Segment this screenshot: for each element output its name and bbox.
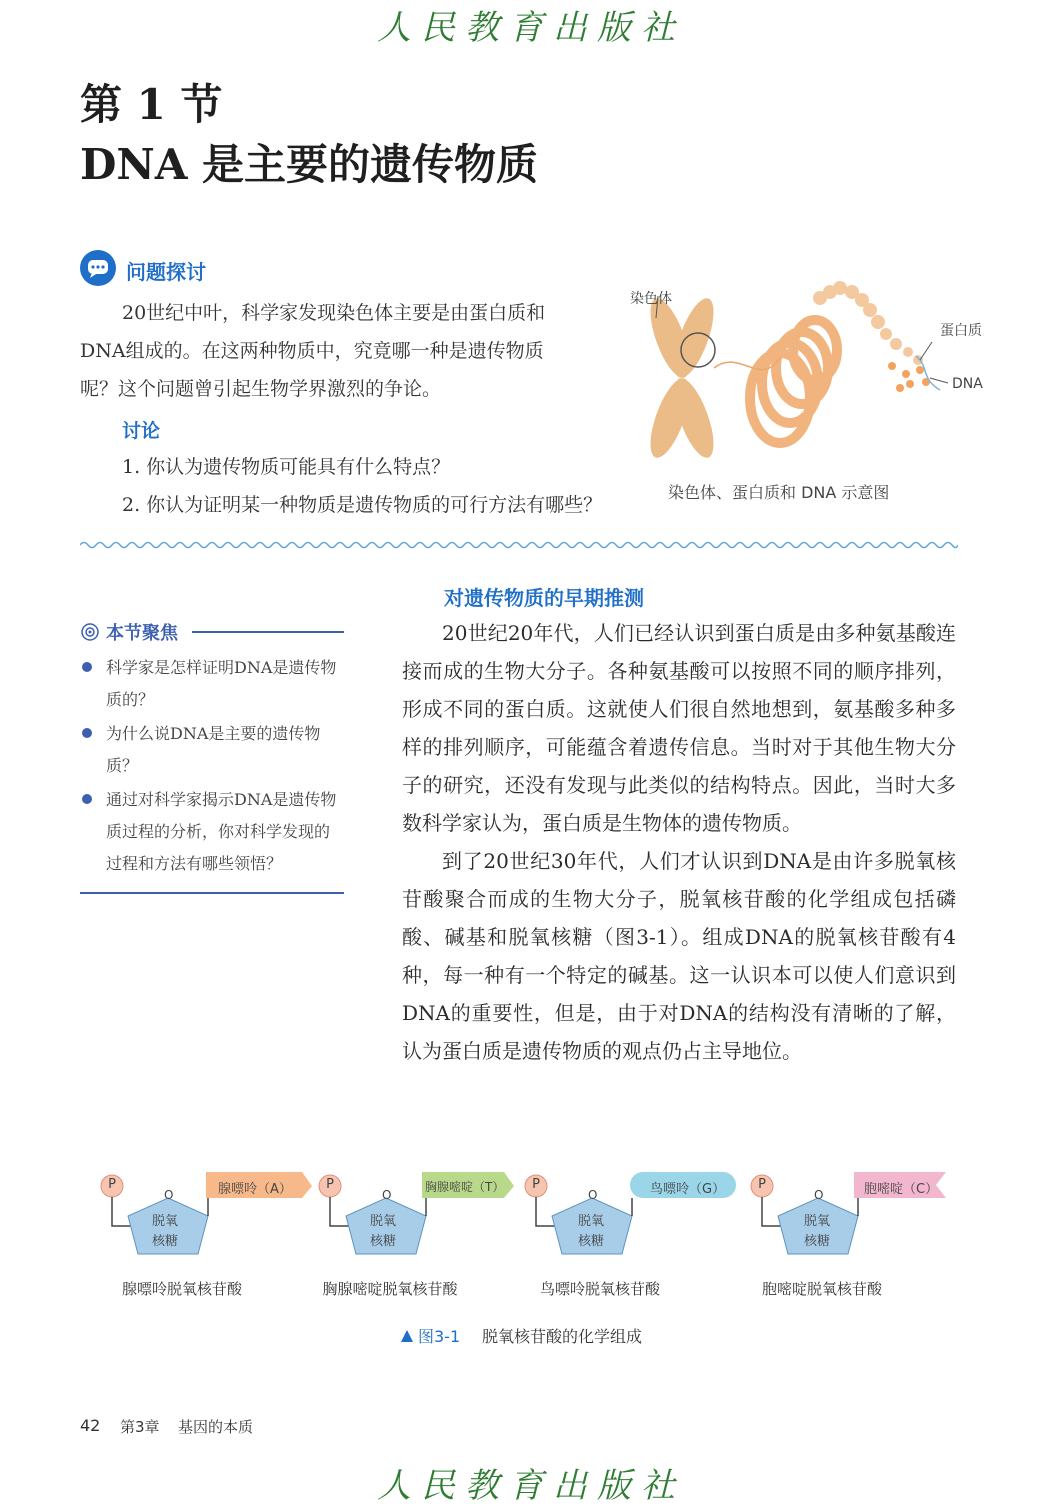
bullet-icon [82, 728, 92, 738]
chromosome-illustration [630, 278, 1000, 478]
discussion-subheading: 讨论 [122, 420, 161, 442]
nucleotide-name: 胞嘧啶脱氧核苷酸 [761, 1280, 882, 1298]
chapter-number: 第3章 [120, 1418, 160, 1436]
base-t-label: 胸腺嘧啶（T） [425, 1180, 505, 1194]
nucleotide-name: 胸腺嘧啶脱氧核苷酸 [322, 1280, 458, 1298]
figure-caption-top: 染色体、蛋白质和 DNA 示意图 [668, 483, 890, 502]
sugar-t-1: 脱氧 [370, 1214, 397, 1229]
oxygen-g: O [588, 1188, 598, 1202]
focus-bottom-rule [80, 892, 344, 894]
focus-item: 通过对科学家揭示DNA是遗传物质过程的分析，你对科学发现的过程和方法有哪些领悟？ [80, 784, 344, 880]
question-item: 2. 你认为证明某一种物质是遗传物质的可行方法有哪些？ [122, 494, 603, 516]
base-a-label: 腺嘌呤（A） [218, 1182, 292, 1197]
label-protein: 蛋白质 [940, 323, 982, 339]
discussion-line: 20世纪中叶，科学家发现染色体主要是由蛋白质和 [122, 302, 546, 324]
oxygen-a: O [164, 1188, 174, 1202]
publisher-watermark-bottom: 人民教育出版社 [377, 1466, 685, 1506]
chat-bubble-icon [80, 250, 116, 286]
discussion-heading: 问题探讨 [126, 260, 206, 284]
chapter-title: 基因的本质 [178, 1418, 254, 1436]
base-g-label: 鸟嘌呤（G） [650, 1182, 726, 1197]
discussion-line: DNA组成的。在这两种物质中，究竟哪一种是遗传物质 [80, 340, 544, 362]
question-item: 1. 你认为遗传物质可能具有什么特点？ [122, 456, 451, 478]
base-c-label: 胞嘧啶（C） [864, 1182, 939, 1197]
focus-title-rule [192, 631, 344, 633]
figure-number: 图3-1 [418, 1327, 461, 1346]
section-number: 第 1 节 [80, 80, 223, 129]
phosphate-g: P [532, 1177, 540, 1192]
discussion-questions [122, 448, 642, 524]
main-section-heading: 对遗传物质的早期推测 [444, 586, 644, 610]
sugar-g-2: 核糖 [578, 1234, 605, 1249]
bullet-icon [82, 662, 92, 672]
discussion-paragraph [80, 294, 615, 408]
publisher-watermark-top: 人民教育出版社 [377, 8, 685, 48]
triangle-icon [400, 1328, 414, 1342]
focus-item: 为什么说DNA是主要的遗传物质？ [80, 718, 344, 782]
phosphate-c: P [758, 1177, 766, 1192]
page-number: 42 [80, 1416, 101, 1435]
figure-caption: 脱氧核苷酸的化学组成 [482, 1327, 643, 1346]
phosphate-a: P [108, 1177, 116, 1192]
discussion-line: 呢？这个问题曾引起生物学界激烈的争论。 [80, 378, 442, 400]
phosphate-t: P [326, 1177, 334, 1192]
bullet-icon [82, 794, 92, 804]
body-paragraph: 到了20世纪30年代，人们才认识到DNA是由许多脱氧核苷酸聚合而成的生物大分子，脱氧核苷酸的化学组成包括磷酸、碱基和脱氧核糖（图3-1）。组成DNA的脱氧核苷酸有4种，每一种有一个特定的碱基。这一认识本可以使人们意识到DNA的重要性，但是，由于对DNA的结构没有清晰的了解，认为蛋白质是遗传物质的观点仍占主导地位。 [402, 849, 956, 1063]
nucleotide-name: 腺嘌呤脱氧核苷酸 [121, 1280, 242, 1298]
sugar-g-1: 脱氧 [578, 1214, 605, 1229]
body-paragraph: 20世纪20年代，人们已经认识到蛋白质是由多种氨基酸连接而成的生物大分子。各种氨基酸可以按照不同的顺序排列，形成不同的蛋白质。这就使人们很自然地想到，氨基酸多种多样的排列顺序，可能蕴含着遗传信息。当时对于其他生物大分子的研究，还没有发现与此类似的结构特点。因此，当时大多数科学家认为，蛋白质是生物体的遗传物质。 [402, 621, 956, 835]
focus-item: 科学家是怎样证明DNA是遗传物质的？ [80, 652, 344, 716]
target-icon [80, 622, 100, 642]
focus-list [80, 652, 344, 882]
oxygen-c: O [814, 1188, 824, 1202]
sugar-c-1: 脱氧 [804, 1214, 831, 1229]
label-chromosome: 染色体 [630, 291, 672, 307]
oxygen-t: O [382, 1188, 392, 1202]
page-title: DNA 是主要的遗传物质 [80, 140, 539, 189]
focus-title: 本节聚焦 [106, 623, 178, 644]
sugar-c-2: 核糖 [804, 1234, 831, 1249]
sugar-a-1: 脱氧 [152, 1214, 179, 1229]
nucleotide-name: 鸟嘌呤脱氧核苷酸 [539, 1280, 660, 1298]
sugar-a-2: 核糖 [152, 1234, 179, 1249]
sugar-t-2: 核糖 [370, 1234, 397, 1249]
label-dna: DNA [952, 376, 983, 392]
main-body [402, 614, 956, 1070]
wavy-divider [80, 536, 958, 548]
